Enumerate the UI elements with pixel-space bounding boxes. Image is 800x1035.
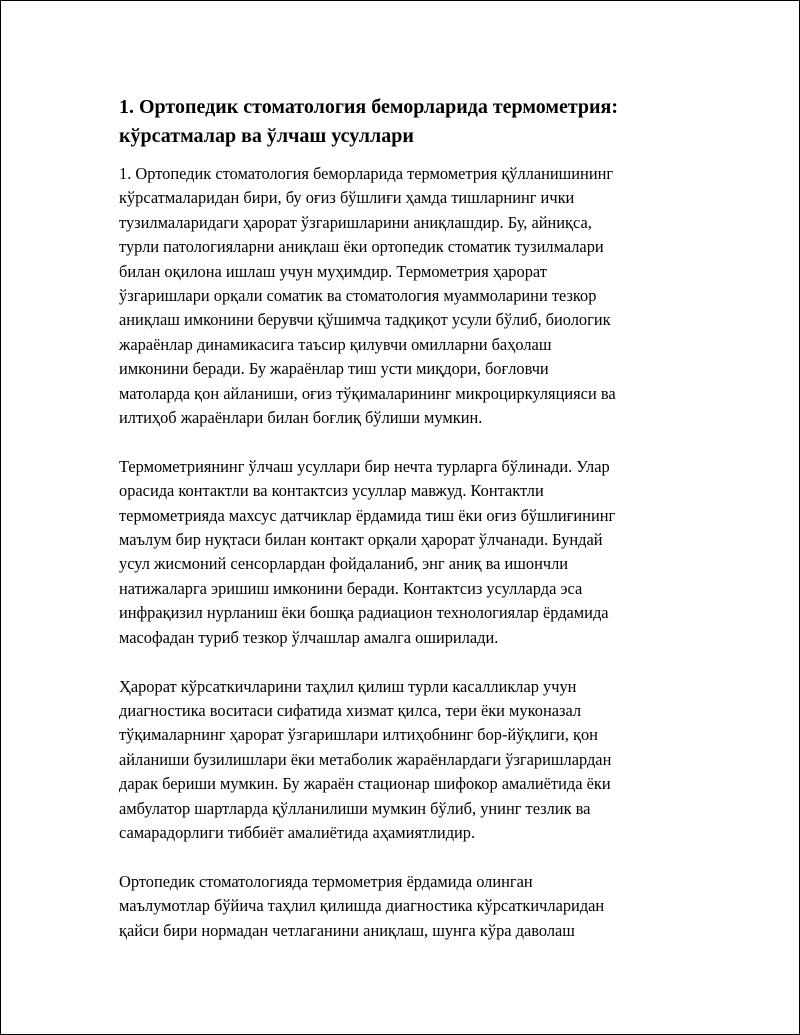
paragraph-3: Ҳарорат кўрсаткичларини таҳлил қилиш турли касалликлар учун диагностика воситаси сифатида хизмат қилса, тери ёки муконазал тўқималарнинг ҳарорат ўзгаришлари илтиҳобнинг бор-йўқлиги, қон айланиши бузилишлари ёки метаболик жараёнлардаги ўзгаришлардан дарак бериши мумкин. Бу жараён стационар шифокор амалиётида ёки амбулатор шартларда қўлланилиши мумкин бўлиб, унинг тезлик ва самарадорлиги тиббиёт амалиётида аҳамиятлидир. (119, 676, 612, 842)
paragraph-1: 1. Ортопедик стоматология беморларида термометрия қўлланишининг кўрсатмаларидан бири, бу оғиз бўшлиғи ҳамда тишларнинг ички тузилмаларидаги ҳарорат ўзгаришларини аниқлашдир. Бу, айниқса, турли патологияларни аниқлаш ёки ортопедик стоматик тузилмалари билан оқилона ишлаш учун муҳимдир. Термометрия ҳарорат ўзгаришлари орқали соматик ва стоматология муаммоларини тезкор аниқлаш имконини берувчи қўшимча тадқиқот усули бўлиб, биологик жараёнлар динамикасига таъсир қилувчи омилларни баҳолаш имконини беради. Бу жараёнлар тиш усти миқдори, боғловчи матоларда қон айланиши, оғиз тўқималарининг микроциркуляцияси ва илтиҳоб жараёнлари билан боғлиқ бўлиши мумкин. (119, 164, 616, 428)
paragraph-4: Ортопедик стоматологияда термометрия ёрдамида олинган маълумотлар бўйича таҳлил қилишда диагностика кўрсаткичларидан қайси бири нормадан четлаганини аниқлаш, шунга кўра даволаш (119, 871, 605, 940)
document-title (119, 93, 691, 151)
title-line-2: кўрсатмалар ва ўлчаш усуллари (119, 125, 414, 147)
document-body (119, 93, 691, 943)
title-line-1: 1. Ортопедик стоматология беморларида термометрия: (119, 96, 619, 118)
paragraph-2: Термометриянинг ўлчаш усуллари бир нечта турларга бўлинади. Улар орасида контактли ва контактсиз усуллар мавжуд. Контактли термометрияда махсус датчиклар ёрдамида тиш ёки оғиз бўшлиғининг маълум бир нуқтаси билан контакт орқали ҳарорат ўлчанади. Бундай усул жисмоний сенсорлардан фойдаланиб, энг аниқ ва ишончли натижаларга эришиш имконини беради. Контактсиз усулларда эса инфрақизил нурланиш ёки бошқа радиацион технологиялар ёрдамида масофадан туриб тезкор ўлчашлар амалга оширилади. (119, 456, 616, 647)
